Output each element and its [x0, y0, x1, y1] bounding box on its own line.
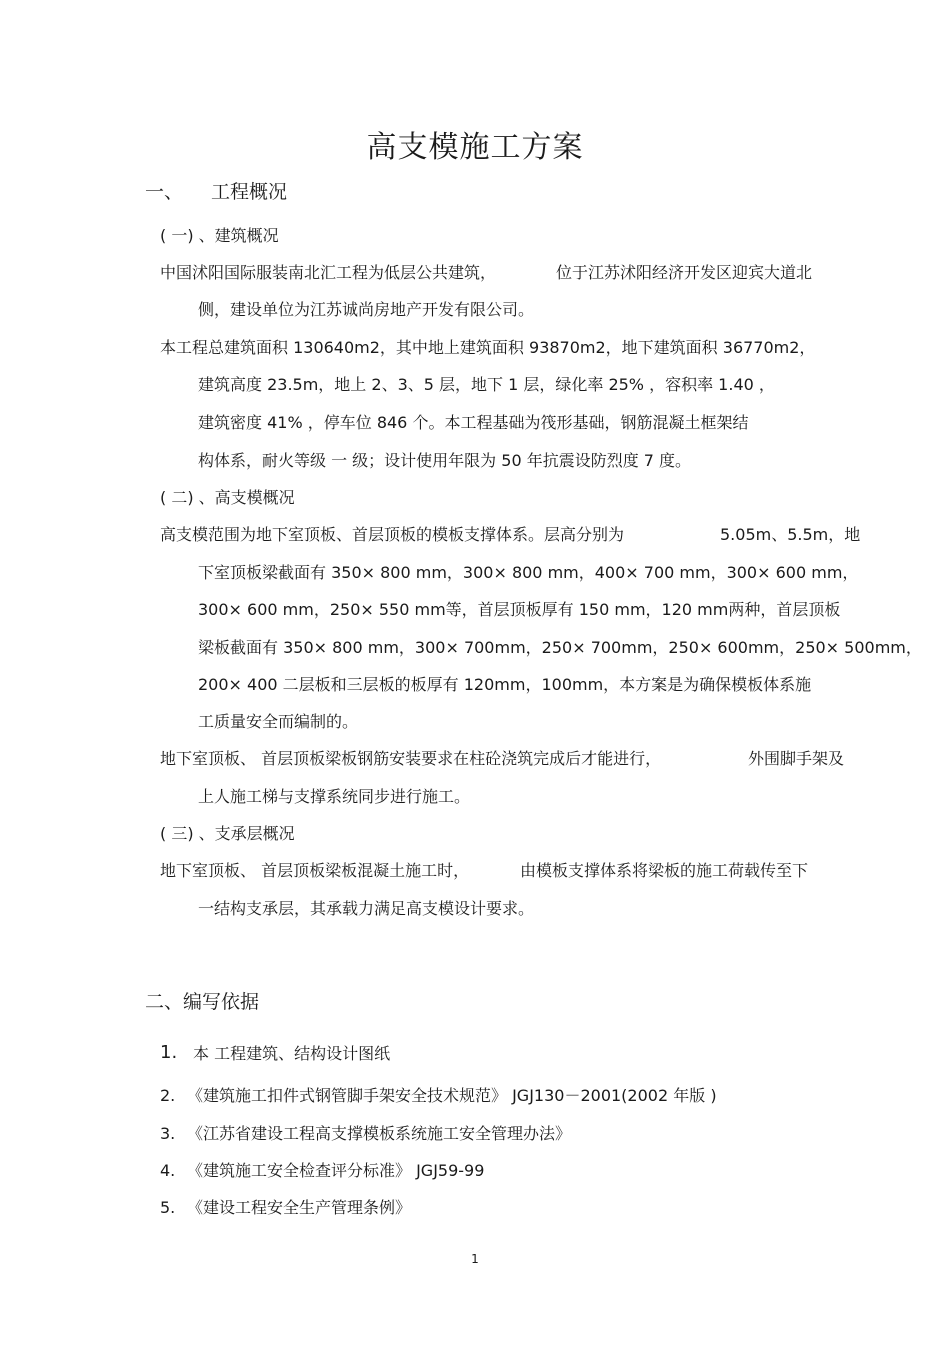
page-number: 1 [471, 1252, 479, 1266]
reference-number: 2. [160, 1086, 176, 1105]
paragraph-line: 高支模范围为地下室顶板、首层顶板的模板支撑体系。层高分别为 [160, 525, 625, 544]
paragraph-line: 构体系，耐火等级 一 级；设计使用年限为 50 年抗震设防烈度 7 度。 [198, 451, 692, 470]
paragraph-line: 建筑高度 23.5m，地上 2、3、5 层，地下 1 层，绿化率 25% ，容积率 1.40 ， [198, 375, 775, 394]
paragraph-line: 地下室顶板、 首层顶板梁板混凝土施工时， [160, 861, 470, 880]
paragraph-line: 5.05m、5.5m，地 [720, 525, 861, 544]
reference-number: 3. [160, 1124, 176, 1143]
reference-item: 本 工程建筑、结构设计图纸 [193, 1044, 391, 1063]
paragraph-line: 一结构支承层，其承载力满足高支模设计要求。 [198, 899, 535, 918]
paragraph-line: 本工程总建筑面积 130640m2，其中地上建筑面积 93870m2，地下建筑面积 36770m2， [160, 338, 816, 357]
reference-number: 5. [160, 1198, 176, 1217]
paragraph-line: 侧，建设单位为江苏诚尚房地产开发有限公司。 [198, 300, 535, 319]
paragraph-line: 位于江苏沭阳经济开发区迎宾大道北 [556, 263, 813, 282]
paragraph-line: 由模板支撑体系将梁板的施工荷载传至下 [520, 861, 809, 880]
paragraph-line: 下室顶板梁截面有 350× 800 mm，300× 800 mm，400× 700 mm，300× 600 mm， [198, 563, 859, 582]
document-title: 高支模施工方案 [366, 130, 584, 165]
reference-item: 《建筑施工扣件式钢管脚手架安全技术规范》 JGJ130－2001(2002 年版 ) [187, 1086, 717, 1105]
paragraph-line: 梁板截面有 350× 800 mm，300× 700mm，250× 700mm，250× 600mm，250× 500mm， [198, 638, 922, 657]
section1-heading: 工程概况 [211, 181, 288, 203]
paragraph-line: 上人施工梯与支撑系统同步进行施工。 [198, 787, 471, 806]
reference-item: 《江苏省建设工程高支撑模板系统施工安全管理办法》 [187, 1124, 572, 1143]
subsection2-label: ( 二) 、高支模概况 [160, 488, 295, 507]
reference-item: 《建设工程安全生产管理条例》 [187, 1198, 412, 1217]
reference-item: 《建筑施工安全检查评分标准》 JGJ59-99 [187, 1161, 485, 1180]
paragraph-line: 外围脚手架及 [748, 749, 845, 768]
paragraph-line: 地下室顶板、 首层顶板梁板钢筋安装要求在柱砼浇筑完成后才能进行， [160, 749, 662, 768]
paragraph-line: 300× 600 mm，250× 550 mm等，首层顶板厚有 150 mm，120 mm两种，首层顶板 [198, 600, 841, 619]
reference-number: 1. [160, 1042, 178, 1063]
subsection3-label: ( 三) 、支承层概况 [160, 824, 295, 843]
section1-number: 一、 [145, 181, 184, 203]
paragraph-line: 建筑密度 41% ，停车位 846 个。本工程基础为筏形基础，钢筋混凝土框架结 [198, 413, 749, 432]
section2-heading: 二、编写依据 [145, 991, 260, 1013]
paragraph-line: 工质量安全而编制的。 [198, 712, 359, 731]
paragraph-line: 中国沭阳国际服装南北汇工程为低层公共建筑， [160, 263, 497, 282]
reference-number: 4. [160, 1161, 176, 1180]
paragraph-line: 200× 400 二层板和三层板的板厚有 120mm，100mm，本方案是为确保模板体系施 [198, 675, 812, 694]
subsection1-label: ( 一) 、建筑概况 [160, 226, 279, 245]
